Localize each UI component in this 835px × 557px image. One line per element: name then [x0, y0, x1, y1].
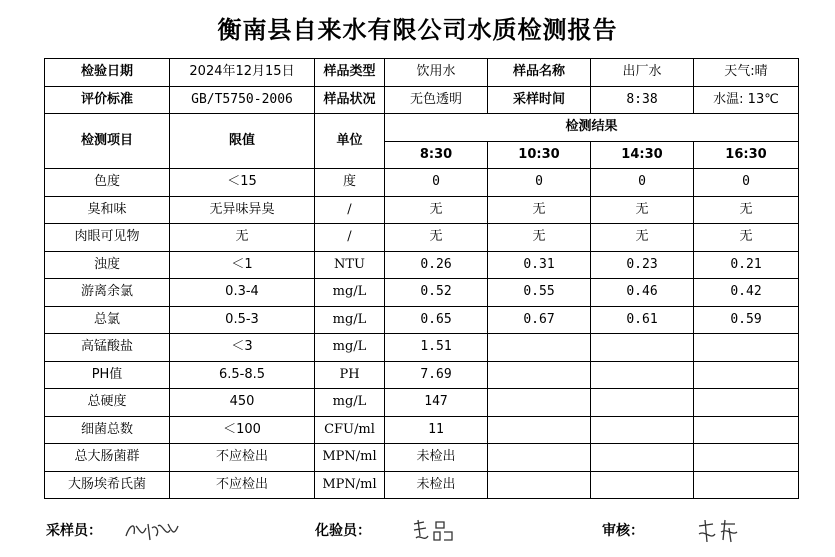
unit-cell: PH	[315, 361, 385, 389]
result-cell	[694, 471, 799, 499]
result-cell	[488, 361, 591, 389]
type-label: 样品类型	[315, 59, 385, 87]
result-cell: 无	[488, 196, 591, 224]
result-cell	[591, 389, 694, 417]
result-cell: 未检出	[385, 471, 488, 499]
item-cell: 臭和味	[45, 196, 170, 224]
limit-cell: 无异味异臭	[170, 196, 315, 224]
unit-cell: /	[315, 196, 385, 224]
limit-cell: ＜3	[170, 334, 315, 362]
header-unit: 单位	[315, 114, 385, 169]
item-cell: 色度	[45, 169, 170, 197]
result-cell: 0.52	[385, 279, 488, 307]
result-cell: 无	[694, 224, 799, 252]
report-title: 衡南县自来水有限公司水质检测报告	[217, 16, 618, 44]
table-row	[45, 251, 799, 279]
type-value: 饮用水	[385, 59, 488, 87]
unit-cell: mg/L	[315, 279, 385, 307]
result-cell: 无	[488, 224, 591, 252]
result-cell	[694, 389, 799, 417]
result-cell: 无	[385, 224, 488, 252]
result-cell: 0.61	[591, 306, 694, 334]
reviewer-label: 审核：	[602, 523, 644, 539]
reviewer-signature	[695, 516, 743, 546]
header-time: 10:30	[488, 141, 591, 169]
result-cell: 0.55	[488, 279, 591, 307]
date-label: 检验日期	[45, 59, 170, 87]
result-cell	[488, 389, 591, 417]
result-cell: 无	[591, 224, 694, 252]
sampler-signature	[122, 516, 182, 546]
unit-cell: MPN/ml	[315, 444, 385, 472]
name-label: 样品名称	[488, 59, 591, 87]
header-time: 14:30	[591, 141, 694, 169]
item-cell: 肉眼可见物	[45, 224, 170, 252]
sampling-time-value: 8:38	[591, 86, 694, 114]
result-cell	[591, 416, 694, 444]
result-cell: 无	[385, 196, 488, 224]
limit-cell: 不应检出	[170, 444, 315, 472]
result-cell	[488, 444, 591, 472]
table-row	[45, 196, 799, 224]
item-cell: 总氯	[45, 306, 170, 334]
unit-cell: mg/L	[315, 334, 385, 362]
result-cell: 0.31	[488, 251, 591, 279]
result-cell: 无	[694, 196, 799, 224]
result-cell: 7.69	[385, 361, 488, 389]
unit-cell: mg/L	[315, 306, 385, 334]
limit-cell: 不应检出	[170, 471, 315, 499]
limit-cell: 无	[170, 224, 315, 252]
item-cell: 游离余氯	[45, 279, 170, 307]
table-row	[45, 169, 799, 197]
result-cell	[591, 334, 694, 362]
standard-label: 评价标准	[45, 86, 170, 114]
result-cell	[694, 334, 799, 362]
item-cell: 浊度	[45, 251, 170, 279]
limit-cell: 450	[170, 389, 315, 417]
sampler-label: 采样员：	[46, 523, 102, 539]
result-cell	[488, 334, 591, 362]
result-cell: 11	[385, 416, 488, 444]
result-cell: 0.65	[385, 306, 488, 334]
result-cell: 0.21	[694, 251, 799, 279]
header-item: 检测项目	[45, 114, 170, 169]
signature-footer	[0, 516, 835, 546]
table-row	[45, 279, 799, 307]
info-row-1	[45, 59, 799, 87]
result-cell	[488, 416, 591, 444]
result-cell: 0.42	[694, 279, 799, 307]
unit-cell: NTU	[315, 251, 385, 279]
result-cell: 0	[694, 169, 799, 197]
table-row	[45, 471, 799, 499]
table-row	[45, 416, 799, 444]
date-value: 2024年12月15日	[170, 59, 315, 87]
limit-cell: 6.5-8.5	[170, 361, 315, 389]
result-cell: 无	[591, 196, 694, 224]
table-row	[45, 334, 799, 362]
state-label: 样品状况	[315, 86, 385, 114]
result-cell	[591, 361, 694, 389]
result-cell: 0.59	[694, 306, 799, 334]
state-value: 无色透明	[385, 86, 488, 114]
header-results: 检测结果	[385, 114, 799, 142]
result-cell	[591, 471, 694, 499]
result-cell: 0	[385, 169, 488, 197]
item-cell: 细菌总数	[45, 416, 170, 444]
limit-cell: 0.3-4	[170, 279, 315, 307]
water-quality-table	[44, 58, 799, 499]
result-cell: 1.51	[385, 334, 488, 362]
table-row	[45, 361, 799, 389]
unit-cell: mg/L	[315, 389, 385, 417]
tester-label: 化验员：	[315, 523, 371, 539]
limit-cell: ＜100	[170, 416, 315, 444]
name-value: 出厂水	[591, 59, 694, 87]
result-cell: 0.67	[488, 306, 591, 334]
table-row	[45, 224, 799, 252]
header-limit: 限值	[170, 114, 315, 169]
limit-cell: ＜1	[170, 251, 315, 279]
result-cell: 0	[591, 169, 694, 197]
result-cell: 0.23	[591, 251, 694, 279]
result-cell: 未检出	[385, 444, 488, 472]
item-cell: 总硬度	[45, 389, 170, 417]
result-cell	[694, 416, 799, 444]
header-row-1	[45, 114, 799, 142]
water-temperature: 水温: 13℃	[694, 86, 799, 114]
sampling-time-label: 采样时间	[488, 86, 591, 114]
item-cell: PH值	[45, 361, 170, 389]
item-cell: 总大肠菌群	[45, 444, 170, 472]
result-cell	[591, 444, 694, 472]
unit-cell: 度	[315, 169, 385, 197]
result-cell: 0.26	[385, 251, 488, 279]
table-row	[45, 306, 799, 334]
item-cell: 大肠埃希氏菌	[45, 471, 170, 499]
item-cell: 高锰酸盐	[45, 334, 170, 362]
result-cell	[694, 361, 799, 389]
unit-cell: CFU/ml	[315, 416, 385, 444]
weather: 天气:晴	[694, 59, 799, 87]
table-row	[45, 444, 799, 472]
result-cell	[694, 444, 799, 472]
header-time: 16:30	[694, 141, 799, 169]
unit-cell: MPN/ml	[315, 471, 385, 499]
result-cell: 147	[385, 389, 488, 417]
limit-cell: 0.5-3	[170, 306, 315, 334]
header-time: 8:30	[385, 141, 488, 169]
limit-cell: ＜15	[170, 169, 315, 197]
result-cell	[488, 471, 591, 499]
result-cell: 0	[488, 169, 591, 197]
table-row	[45, 389, 799, 417]
result-cell: 0.46	[591, 279, 694, 307]
unit-cell: /	[315, 224, 385, 252]
tester-signature	[410, 516, 458, 546]
standard-value: GB/T5750-2006	[170, 86, 315, 114]
info-row-2	[45, 86, 799, 114]
